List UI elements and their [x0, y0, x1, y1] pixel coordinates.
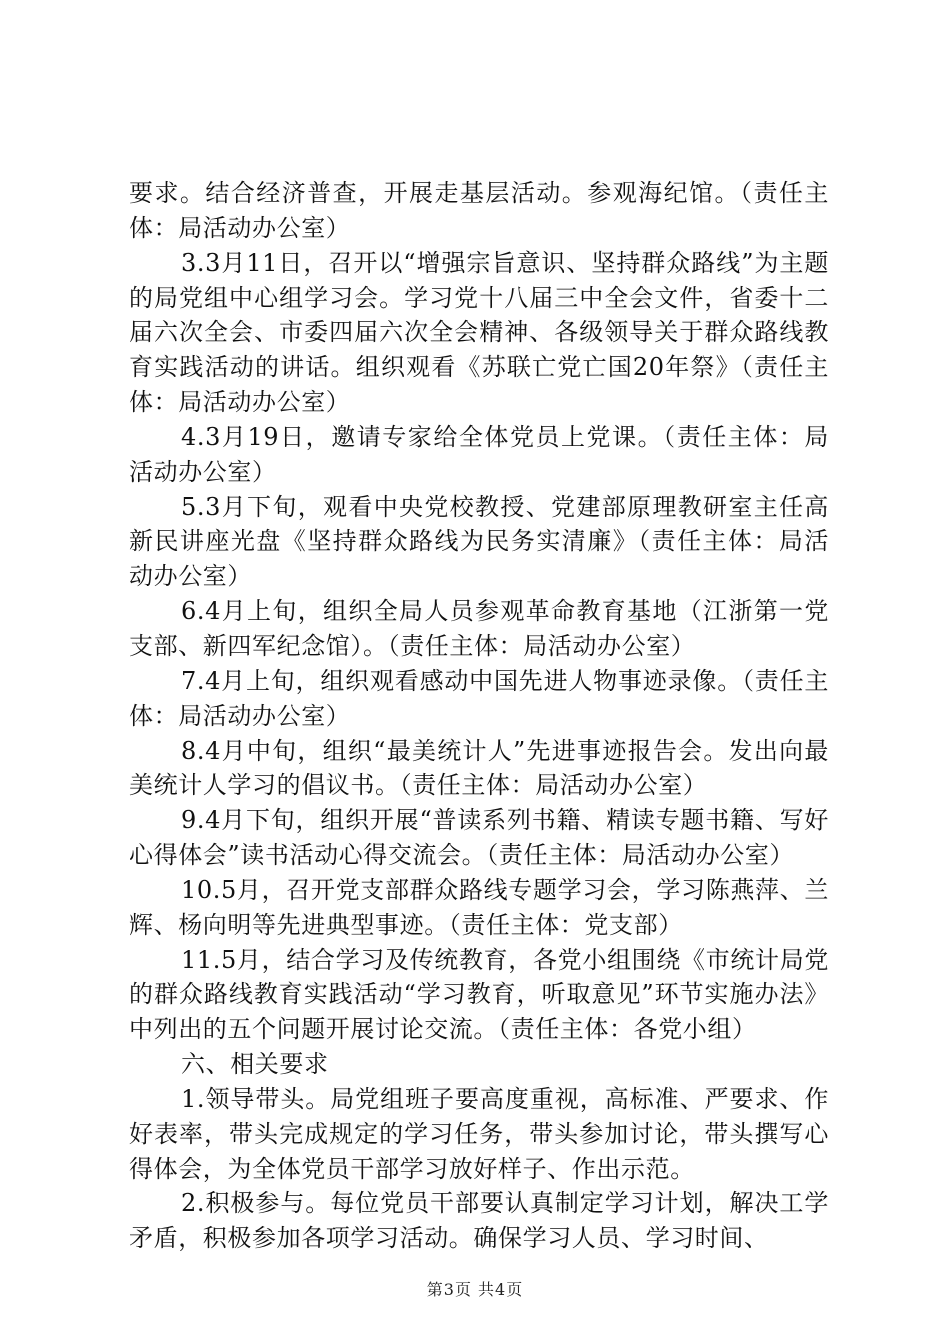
- paragraph: 10.5月，召开党支部群众路线专题学习会，学习陈燕萍、兰辉、杨向明等先进典型事迹。（责任主体：党支部）: [129, 875, 829, 939]
- document-body: [129, 176, 829, 1256]
- paragraph: 要求。结合经济普查，开展走基层活动。参观海纪馆。（责任主体：局活动办公室）: [129, 179, 829, 242]
- paragraph: 1.领导带头。局党组班子要高度重视，高标准、严要求、作好表率，带头完成规定的学习任务，带头参加讨论，带头撰写心得体会，为全体党员干部学习放好样子、作出示范。: [129, 1084, 829, 1183]
- paragraph: 6.4月上旬，组织全局人员参观革命教育基地（江浙第一党支部、新四军纪念馆）。（责任主体：局活动办公室）: [129, 597, 829, 660]
- paragraph: 5.3月下旬，观看中央党校教授、党建部原理教研室主任高新民讲座光盘《坚持群众路线为民务实清廉》（责任主体：局活动办公室）: [129, 492, 829, 591]
- paragraph: 4.3月19日，邀请专家给全体党员上党课。（责任主体：局活动办公室）: [129, 422, 829, 486]
- paragraph: 2.积极参与。每位党员干部要认真制定学习计划，解决工学矛盾，积极参加各项学习活动。确保学习人员、学习时间、: [129, 1189, 829, 1253]
- page-number-footer: 第3页 共4页: [426, 1280, 524, 1299]
- paragraph: 8.4月中旬，组织“最美统计人”先进事迹报告会。发出向最美统计人学习的倡议书。（责任主体：局活动办公室）: [129, 736, 829, 800]
- paragraph: 7.4月上旬，组织观看感动中国先进人物事迹录像。（责任主体：局活动办公室）: [129, 666, 829, 730]
- paragraph: 11.5月，结合学习及传统教育，各党小组围绕《市统计局党的群众路线教育实践活动“学习教育，听取意见”环节实施办法》中列出的五个问题开展讨论交流。（责任主体：各党小组）: [129, 945, 829, 1044]
- paragraph: 3.3月11日，召开以“增强宗旨意识、坚持群众路线”为主题的局党组中心组学习会。学习党十八届三中全会文件，省委十二届六次全会、市委四届六次全会精神、各级领导关于群众路线教育实践活动的讲话。组织观看《苏联亡党亡国20年祭》（责任主体：局活动办公室）: [129, 248, 829, 417]
- paragraph: 9.4月下旬，组织开展“普读系列书籍、精读专题书籍、写好心得体会”读书活动心得交流会。（责任主体：局活动办公室）: [129, 806, 829, 870]
- section-heading: 六、相关要求: [181, 1050, 329, 1079]
